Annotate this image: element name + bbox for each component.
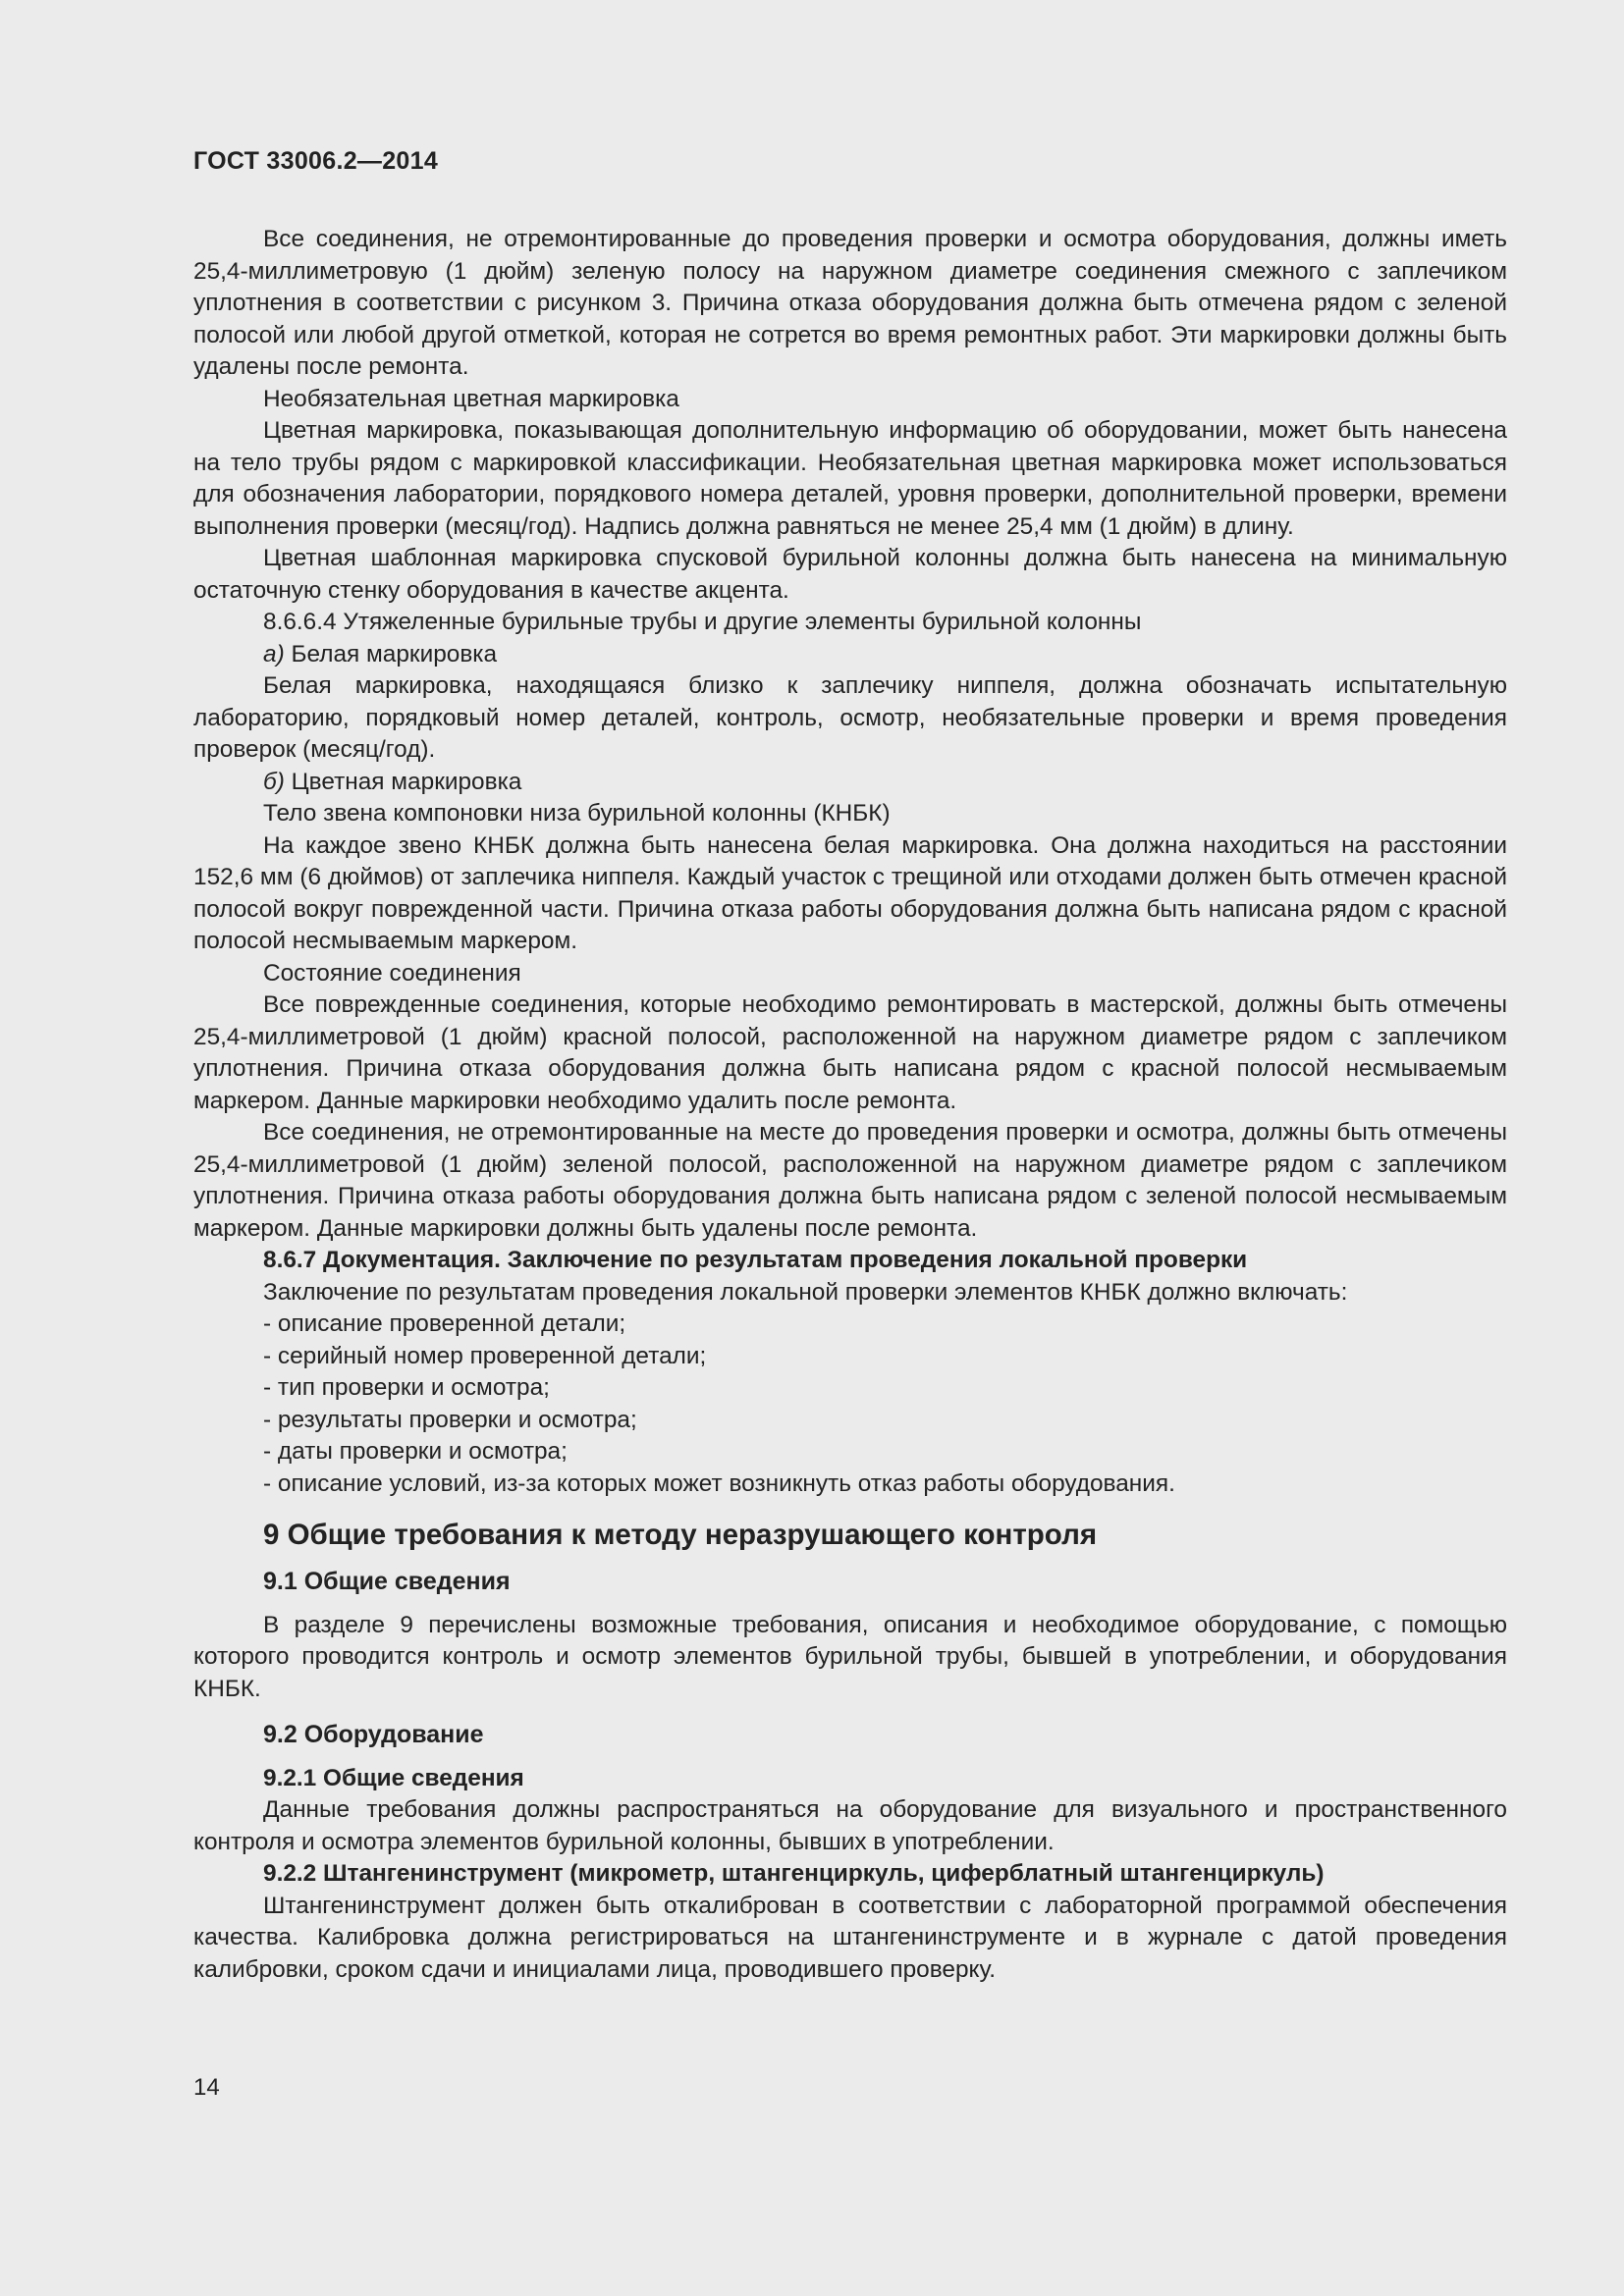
page-number: 14: [193, 2074, 220, 2101]
list-heading: [193, 767, 1507, 799]
paragraph: Штангенинструмент должен быть откалиброван в соответствии с лабораторной программой обеспечения качества. Калибровка должна регистрироваться на штангенинструменте и в журнале с датой проведения калибровки, сроком сдачи и инициалами лица, проводившего проверку.: [193, 1892, 1507, 1983]
list-item: - результаты проверки и осмотра;: [263, 1406, 637, 1433]
list-item: - даты проверки и осмотра;: [263, 1438, 568, 1465]
paragraph: На каждое звено КНБК должна быть нанесена белая маркировка. Она должна находиться на расстоянии 152,6 мм (6 дюймов) от заплечика ниппеля. Каждый участок с трещиной или отходами должен быть отмечен красной полосой вокруг поврежденной части. Причина отказа работы оборудования должна быть написана рядом с красной полосой несмываемым маркером.: [193, 831, 1507, 954]
paragraph: Состояние соединения: [263, 959, 521, 987]
subsection-title: 9.2 Оборудование: [263, 1721, 484, 1748]
paragraph: Необязательная цветная маркировка: [263, 385, 679, 412]
subsection-title: 9.1 Общие сведения: [263, 1568, 511, 1595]
paragraph: Данные требования должны распространяться на оборудование для визуального и пространственного контроля и осмотра элементов бурильной колонны, бывших в употреблении.: [193, 1796, 1507, 1855]
paragraph: Цветная шаблонная маркировка спусковой бурильной колонны должна быть нанесена на минимальную остаточную стенку оборудования в качестве акцента.: [193, 545, 1507, 604]
paragraph: Все соединения, не отремонтированные до проведения проверки и осмотра оборудования, должны иметь 25,4-миллиметровую (1 дюйм) зеленую полосу на наружном диаметре соединения смежного с заплечиком уплотнения в соответствии с рисунком 3. Причина отказа оборудования должна быть отмечена рядом с зеленой полосой или любой другой отметкой, которая не сотрется во время ремонтных работ. Эти маркировки должны быть удалены после ремонта.: [193, 226, 1507, 380]
list-item: - серийный номер проверенной детали;: [263, 1342, 707, 1369]
subsection-heading: 8.6.6.4 Утяжеленные бурильные трубы и другие элементы бурильной колонны: [263, 609, 1142, 635]
section-title: 9 Общие требования к методу неразрушающего контроля: [263, 1519, 1098, 1551]
paragraph: Заключение по результатам проведения локальной проверки элементов КНБК должно включать:: [263, 1278, 1348, 1306]
item-letter: а): [263, 640, 285, 667]
paragraph: Все поврежденные соединения, которые необходимо ремонтировать в мастерской, должны быть отмечены 25,4-миллиметровой (1 дюйм) красной полосой, расположенной на наружном диаметре рядом с заплечиком уплотнения. Причина отказа оборудования должна быть написана рядом с красной полосой несмываемым маркером. Данные маркировки необходимо удалить после ремонта.: [193, 991, 1507, 1114]
item-letter: б): [263, 768, 285, 795]
report-items-list: [193, 1308, 1507, 1500]
list-item: - описание условий, из-за которых может возникнуть отказ работы оборудования.: [263, 1469, 1175, 1497]
clause-title: 9.2.2 Штангенинструмент (микрометр, штангенциркуль, циферблатный штангенциркуль): [263, 1860, 1325, 1887]
paragraph: Белая маркировка, находящаяся близко к заплечику ниппеля, должна обозначать испытательную лабораторию, порядковый номер деталей, контроль, осмотр, необязательные проверки и время проведения проверок (месяц/год).: [193, 672, 1507, 763]
page-content: [193, 224, 1507, 1986]
paragraph: Тело звена компоновки низа бурильной колонны (КНБК): [263, 800, 891, 827]
item-title: Белая маркировка: [284, 640, 498, 667]
subsection-heading-bold: 8.6.7 Документация. Заключение по результатам проведения локальной проверки: [263, 1247, 1248, 1273]
list-item: - описание проверенной детали;: [263, 1310, 626, 1337]
clause-title: 9.2.1 Общие сведения: [263, 1764, 524, 1791]
list-heading: [193, 639, 1507, 671]
paragraph: Все соединения, не отремонтированные на месте до проведения проверки и осмотра, должны быть отмечены 25,4-миллиметровой (1 дюйм) зеленой полосой, расположенной на наружном диаметре рядом с заплечиком уплотнения. Причина отказа работы оборудования должна быть написана рядом с зеленой полосой несмываемым маркером. Данные маркировки должны быть удалены после ремонта.: [193, 1119, 1507, 1242]
item-title: Цветная маркировка: [284, 768, 522, 795]
list-item: - тип проверки и осмотра;: [263, 1374, 550, 1401]
paragraph: В разделе 9 перечислены возможные требования, описания и необходимое оборудование, с помощью которого проводится контроль и осмотр элементов бурильной трубы, бывшей в употреблении, и оборудования КНБК.: [193, 1611, 1507, 1702]
document-code: ГОСТ 33006.2—2014: [193, 147, 439, 175]
paragraph: Цветная маркировка, показывающая дополнительную информацию об оборудовании, может быть нанесена на тело трубы рядом с маркировкой классификации. Необязательная цветная маркировка может использоваться для обозначения лаборатории, порядкового номера деталей, уровня проверки, дополнительной проверки, времени выполнения проверки (месяц/год). Надпись должна равняться не менее 25,4 мм (1 дюйм) в длину.: [193, 417, 1507, 540]
